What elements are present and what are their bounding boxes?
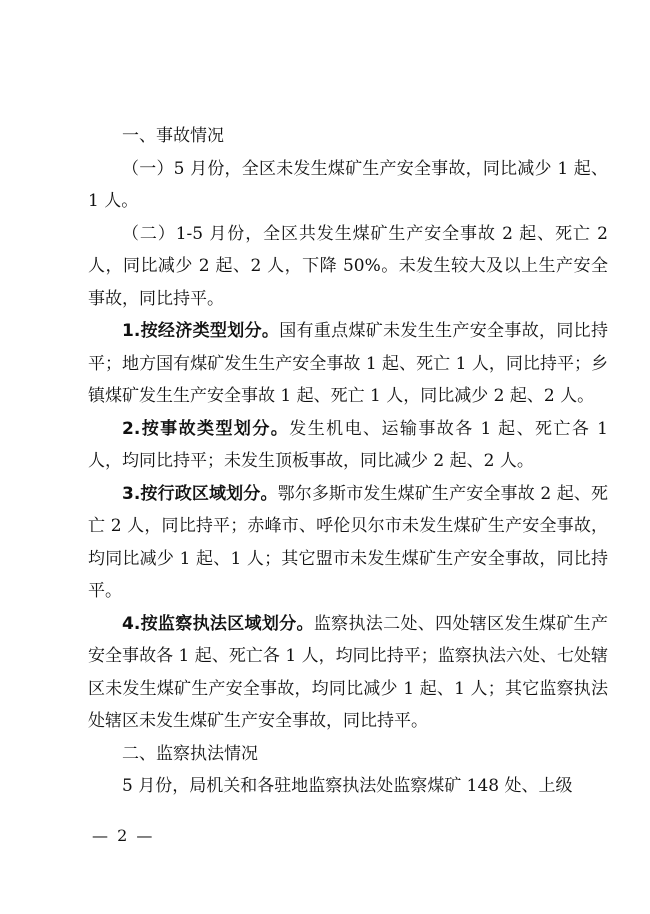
document-body	[88, 120, 608, 803]
item-lead: 3.按行政区域划分。	[122, 483, 278, 504]
item-text: 鄂尔多斯市发生煤矿生产安全事故 2 起、死亡 2 人，同比持平；赤峰市、呼伦贝尔市未发生煤矿生产安全事故，均同比减少 1 起、1 人；其它盟市未发生煤矿生产安全事故，同比持平。	[88, 483, 608, 601]
paragraph-by-economic-type	[88, 315, 608, 413]
item-text: 国有重点煤矿未发生生产安全事故，同比持平；地方国有煤矿发生生产安全事故 1 起、死亡 1 人，同比持平；乡镇煤矿发生生产安全事故 1 起、死亡 1 人，同比减少 2 起、2 人。	[88, 321, 608, 406]
section-heading-accidents: 一、事故情况	[122, 126, 224, 146]
page-number: — 2 —	[92, 826, 155, 845]
paragraph-by-accident-type	[88, 413, 608, 478]
paragraph-jan-may-summary: （二）1-5 月份，全区共发生煤矿生产安全事故 2 起、死亡 2 人，同比减少 2 起、2 人，下降 50%。未发生较大及以上生产安全事故，同比持平。	[88, 223, 608, 309]
paragraph-may-summary: （一）5 月份，全区未发生煤矿生产安全事故，同比减少 1 起、1 人。	[88, 158, 608, 211]
section-heading-supervision: 二、监察执法情况	[122, 743, 258, 764]
item-text: 监察执法二处、四处辖区发生煤矿生产安全事故各 1 起、死亡各 1 人，均同比持平；监察执法六处、七处辖区未发生煤矿生产安全事故，均同比减少 1 起、1 人；其它监察执法处辖区未发生煤矿生产安全事故，同比持平。	[88, 613, 609, 731]
paragraph-by-administrative-region	[88, 478, 608, 608]
paragraph-by-supervision-region	[88, 608, 608, 738]
paragraph-supervision-summary: 5 月份，局机关和各驻地监察执法处监察煤矿 148 处、上级	[122, 776, 573, 796]
item-text: 发生机电、运输事故各 1 起、死亡各 1 人，均同比持平；未发生顶板事故，同比减少 2 起、2 人。	[88, 418, 608, 471]
item-lead: 4.按监察执法区域划分。	[122, 613, 314, 634]
item-lead: 1.按经济类型划分。	[122, 321, 280, 341]
item-lead: 2.按事故类型划分。	[122, 418, 290, 439]
